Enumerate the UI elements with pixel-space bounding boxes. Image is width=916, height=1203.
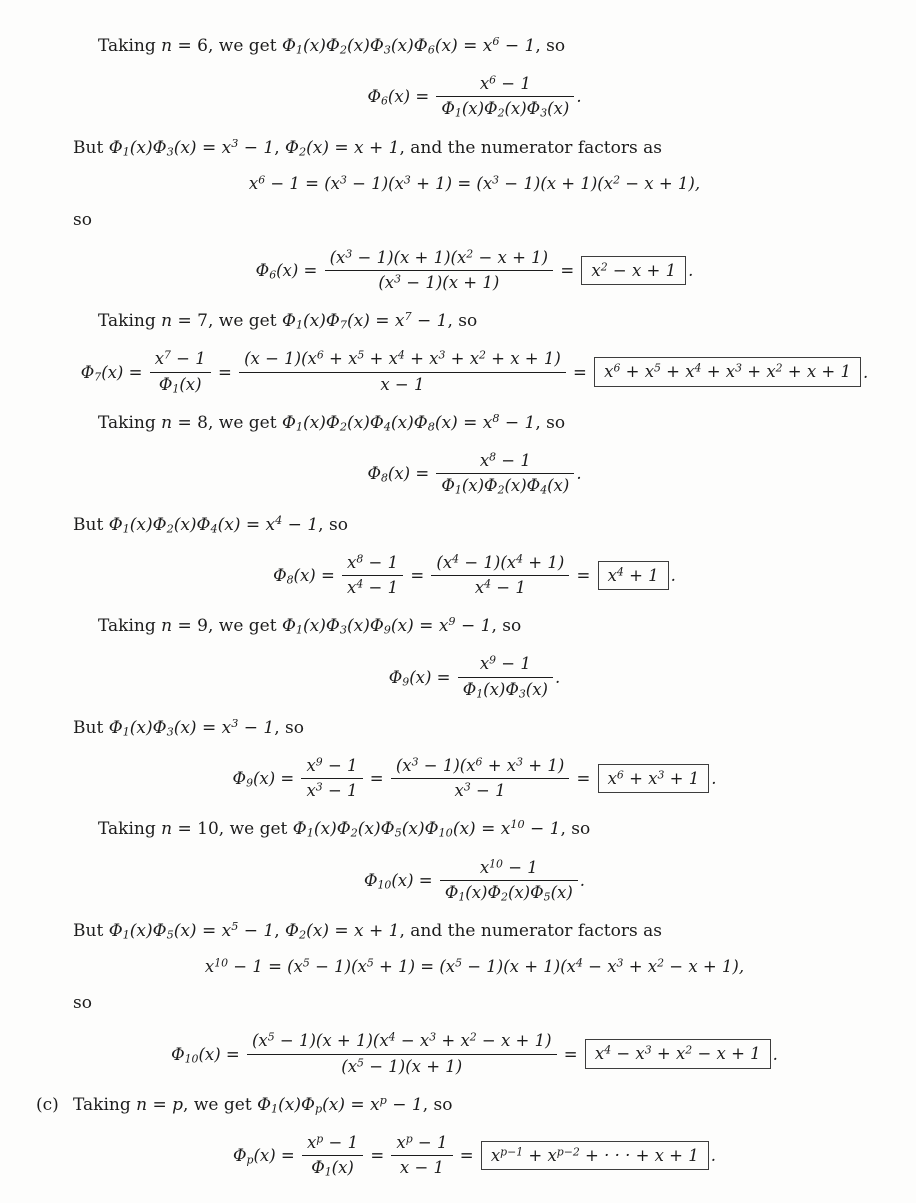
- numerator: $x^9 - 1$: [479, 653, 531, 674]
- inline-math: $\Phi_2(x) = x + 1$: [285, 137, 400, 159]
- math-text: $\Phi_6(x)$ =: [367, 87, 435, 108]
- fraction: [325, 246, 553, 296]
- display-equation: [73, 347, 876, 397]
- numerator: $x^8 - 1$: [479, 450, 531, 471]
- text-run: , so: [535, 36, 566, 56]
- text-run: =: [147, 1094, 173, 1115]
- inline-math: n: [161, 311, 173, 332]
- paragraph: [73, 818, 876, 840]
- numerator: $(x - 1)(x^6 + x^5 + x^4 + x^3 + x^2 + x + 1)$: [244, 348, 561, 369]
- text-run: , we get: [183, 1094, 258, 1115]
- fraction: [342, 551, 403, 601]
- display-equation: [73, 246, 876, 296]
- math-text: =: [558, 1044, 583, 1064]
- equation-content: [367, 72, 581, 122]
- numerator: $x^{10} - 1$: [479, 856, 538, 877]
- boxed-answer: $x^2 - x + 1$: [581, 256, 686, 285]
- denominator: $x^3 - 1$: [301, 778, 362, 803]
- paragraph: [73, 514, 876, 536]
- equation-content: [205, 957, 744, 976]
- denominator: $\Phi_1(x)$: [302, 1155, 363, 1180]
- equation-content: [233, 754, 717, 804]
- inline-math: $\Phi_1(x)\Phi_5(x) = x^5 - 1$: [108, 920, 275, 942]
- paragraph: [73, 920, 876, 942]
- math-text: $x^{10} - 1 = (x^5 - 1)(x^5 + 1) = (x^5 - 1)(x + 1)(x^4 - x^3 + x^2 - x + 1)$,: [204, 956, 745, 977]
- denominator: $x^4 - 1$: [342, 575, 403, 600]
- math-text: $\Phi_8(x)$ =: [367, 464, 435, 485]
- fraction: [436, 72, 574, 122]
- math-text: .: [863, 362, 869, 382]
- inline-math: $\Phi_1(x)\Phi_3(x) = x^3 - 1$: [108, 136, 275, 159]
- paragraph: [73, 209, 876, 231]
- boxed-answer: $x^4 - x^3 + x^2 - x + 1$: [585, 1039, 771, 1068]
- numerator: $x^8 - 1$: [347, 552, 399, 572]
- equation-content: [81, 347, 869, 397]
- math-text: $\Phi_{10}(x)$ =: [171, 1044, 245, 1065]
- math-text: .: [772, 1044, 778, 1064]
- numerator: $(x^5 - 1)(x + 1)(x^4 - x^3 + x^2 - x + 1)$: [251, 1030, 552, 1051]
- paragraph: [73, 137, 876, 159]
- fraction: [247, 1029, 557, 1079]
- numerator: $x^p - 1$: [306, 1132, 359, 1152]
- text-run: , so: [274, 717, 304, 738]
- text-run: Taking: [98, 36, 162, 56]
- fraction: [391, 1131, 452, 1181]
- boxed-answer: $x^4 + 1$: [598, 561, 669, 590]
- text-run: But: [73, 717, 109, 738]
- numerator: $x^6 - 1$: [479, 73, 531, 94]
- math-text: $x^6 - 1 = (x^3 - 1)(x^3 + 1) = (x^3 - 1)(x + 1)(x^2 - x + 1)$,: [248, 173, 701, 193]
- math-text: .: [688, 261, 694, 281]
- fraction: [150, 347, 211, 397]
- inline-math: $\Phi_1(x)\Phi_2(x)\Phi_4(x) = x^4 - 1$: [108, 513, 319, 536]
- denominator: $(x^5 - 1)(x + 1)$: [247, 1054, 557, 1079]
- math-text: =: [454, 1146, 479, 1166]
- numerator: $x^p - 1$: [396, 1132, 448, 1152]
- math-text: .: [579, 870, 586, 890]
- boxed-answer: $x^6 + x^5 + x^4 + x^3 + x^2 + x + 1$: [594, 357, 861, 386]
- paragraph: [73, 310, 876, 332]
- math-text: .: [710, 1146, 717, 1166]
- text-run: Taking: [73, 1094, 137, 1115]
- fraction: [391, 754, 569, 804]
- math-text: $\Phi_9(x)$ =: [232, 769, 300, 790]
- math-text: $\Phi_p(x)$ =: [232, 1146, 300, 1167]
- fraction: [239, 347, 566, 397]
- inline-math: n: [161, 616, 173, 637]
- display-equation: [73, 1131, 876, 1181]
- inline-math: $\Phi_1(x)\Phi_2(x)\Phi_5(x)\Phi_{10}(x) = x^{10} - 1$: [292, 818, 561, 840]
- math-text: .: [554, 667, 561, 687]
- inline-math: $\Phi_2(x) = x + 1$: [285, 921, 400, 942]
- math-text: =: [567, 362, 593, 382]
- paragraph: [73, 35, 876, 57]
- math-text: =: [365, 1146, 390, 1166]
- denominator: $\Phi_1(x)\Phi_2(x)\Phi_5(x)$: [440, 880, 578, 905]
- boxed-answer: $x^6 + x^3 + 1$: [598, 764, 710, 793]
- equation-content: [256, 246, 694, 296]
- text-run: = 9, we get: [172, 616, 282, 637]
- inline-math: p: [172, 1094, 184, 1115]
- inline-math: $\Phi_1(x)\Phi_3(x)\Phi_9(x) = x^9 - 1$: [281, 615, 492, 637]
- display-equation: [73, 856, 876, 906]
- denominator: $(x^3 - 1)(x + 1)$: [325, 270, 553, 295]
- text-run: , so: [422, 1094, 453, 1115]
- math-text: $\Phi_6(x)$ =: [255, 261, 323, 282]
- text-run: Taking: [98, 616, 162, 637]
- equation-content: [367, 449, 581, 499]
- text-run: Taking: [98, 819, 162, 840]
- denominator: $\Phi_1(x)\Phi_2(x)\Phi_4(x)$: [436, 473, 574, 498]
- display-equation: [73, 957, 876, 977]
- display-equation: [73, 1029, 876, 1079]
- math-text: .: [576, 87, 582, 107]
- display-equation: [73, 551, 876, 601]
- text-run: , and the numerator factors as: [399, 137, 662, 158]
- text-run: , and the numerator factors as: [399, 921, 662, 942]
- inline-math: $\Phi_1(x)\Phi_2(x)\Phi_3(x)\Phi_6(x) = x^6 - 1$: [281, 35, 536, 57]
- math-text: .: [670, 565, 676, 585]
- text-run: = 7, we get: [172, 311, 282, 332]
- equation-content: [249, 174, 700, 193]
- denominator: x − 1: [391, 1155, 452, 1180]
- math-text: =: [364, 769, 389, 789]
- inline-math: n: [161, 819, 173, 840]
- text-run: Taking: [98, 412, 162, 433]
- numerator: $x^9 - 1$: [306, 755, 358, 775]
- display-equation: [73, 449, 876, 499]
- text-run: , so: [318, 514, 348, 535]
- fraction: [458, 652, 553, 702]
- text-run: , so: [447, 311, 478, 332]
- text-run: Taking: [98, 311, 162, 332]
- text-run: = 8, we get: [172, 412, 282, 433]
- paragraph: [73, 717, 876, 739]
- text-run: so: [73, 993, 92, 1014]
- numerator: $(x^3 - 1)(x^6 + x^3 + 1)$: [395, 755, 565, 775]
- math-text: .: [711, 769, 717, 789]
- paragraph: [73, 412, 876, 434]
- math-text: $\Phi_9(x)$ =: [388, 667, 456, 688]
- inline-math: $\Phi_1(x)\Phi_3(x) = x^3 - 1$: [108, 717, 275, 739]
- denominator: $x^3 - 1$: [391, 778, 569, 803]
- denominator: $x^4 - 1$: [431, 575, 569, 600]
- inline-math: $\Phi_1(x)\Phi_p(x) = x^p - 1$: [257, 1093, 423, 1116]
- math-text: $\Phi_{10}(x)$ =: [363, 870, 438, 892]
- part-label: (c): [36, 1094, 59, 1115]
- equation-content: [171, 1029, 778, 1079]
- display-equation: [73, 652, 876, 702]
- numerator: $x^7 - 1$: [154, 348, 206, 369]
- fraction: [301, 754, 362, 804]
- inline-math: n: [136, 1094, 148, 1115]
- boxed-answer: $x^{p-1} + x^{p-2}$ + · · · + x + 1: [481, 1141, 709, 1170]
- text-run: ,: [274, 921, 286, 942]
- numerator: $(x^4 - 1)(x^4 + 1)$: [436, 552, 565, 572]
- numerator: $(x^3 - 1)(x + 1)(x^2 - x + 1)$: [329, 247, 549, 267]
- fraction: [436, 449, 574, 499]
- text-run: so: [73, 209, 92, 230]
- math-text: =: [405, 565, 430, 585]
- paragraph: [36, 1093, 876, 1116]
- math-text: =: [571, 565, 596, 585]
- display-equation: [73, 72, 876, 122]
- text-run: , so: [535, 412, 566, 433]
- math-text: $\Phi_8(x)$ =: [273, 565, 341, 587]
- equation-content: [364, 856, 585, 906]
- inline-math: n: [161, 36, 173, 56]
- denominator: $\Phi_1(x)\Phi_3(x)$: [458, 677, 553, 702]
- fraction: [302, 1131, 363, 1181]
- paragraph: [73, 615, 876, 637]
- paragraph: [73, 992, 876, 1014]
- text-run: , so: [560, 819, 591, 840]
- math-text: =: [555, 261, 580, 281]
- fraction: [440, 856, 578, 906]
- denominator: $\Phi_1(x)$: [150, 372, 211, 397]
- inline-math: n: [161, 412, 173, 433]
- text-run: ,: [274, 137, 286, 158]
- text-run: But: [73, 514, 109, 535]
- equation-content: [389, 652, 560, 702]
- display-equation: [73, 754, 876, 804]
- text-run: , so: [491, 616, 522, 637]
- fraction: [431, 551, 569, 601]
- denominator: $\Phi_1(x)\Phi_2(x)\Phi_3(x)$: [436, 96, 574, 121]
- text-run: But: [73, 921, 109, 942]
- math-text: =: [571, 769, 596, 789]
- equation-content: [273, 551, 676, 601]
- equation-content: [233, 1131, 716, 1181]
- denominator: x − 1: [239, 372, 566, 397]
- math-text: =: [212, 362, 238, 382]
- inline-math: $\Phi_1(x)\Phi_7(x) = x^7 - 1$: [281, 310, 448, 332]
- display-equation: [73, 174, 876, 194]
- inline-math: $\Phi_1(x)\Phi_2(x)\Phi_4(x)\Phi_8(x) = x^8 - 1$: [281, 412, 536, 434]
- text-run: = 10, we get: [172, 819, 293, 840]
- text-run: But: [73, 137, 109, 158]
- math-text: $\Phi_7(x)$ =: [80, 362, 148, 384]
- text-run: = 6, we get: [172, 36, 282, 56]
- math-text: .: [576, 464, 582, 484]
